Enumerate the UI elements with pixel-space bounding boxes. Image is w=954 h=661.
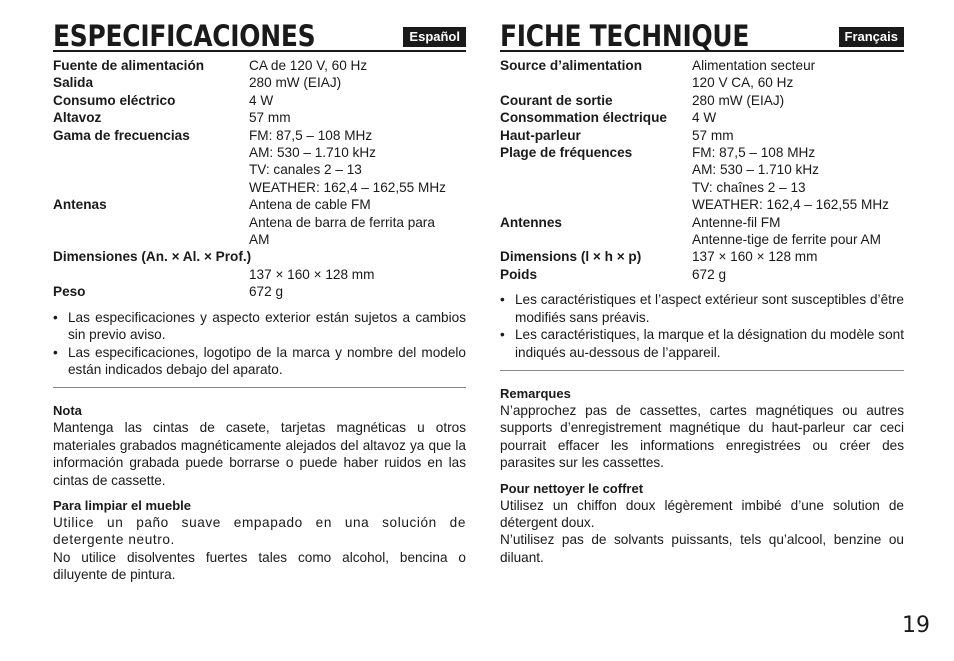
spanish-note-text: Mantenga las cintas de casete, tarjetas magnéticas u otros materiales grabados magnéticamente alejados del altavoz ya que la información grabada puede borrarse o puede haber ruidos en las cintas de cassette. xyxy=(53,420,466,488)
spanish-cleaning-text-2: No utilice disolventes fuertes tales como alcohol, bencina o diluyente de pintura. xyxy=(53,549,466,583)
spec-value: AM xyxy=(249,232,270,248)
spec-value: 280 mW (EIAJ) xyxy=(249,75,342,91)
french-specs xyxy=(500,57,904,283)
spec-label: Dimensiones (An. × Al. × Prof.) xyxy=(53,249,252,265)
spec-value: FM: 87,5 – 108 MHz xyxy=(692,145,816,161)
spec-row xyxy=(500,266,904,283)
spec-row xyxy=(53,127,466,197)
page-number: 19 xyxy=(902,613,930,638)
french-header xyxy=(500,16,904,52)
spanish-title: ESPECIFICACIONES xyxy=(53,19,316,53)
list-item: • Les caractéristiques et l’aspect extérieur sont susceptibles d’être modifiés sans préavis. xyxy=(500,291,904,326)
spec-label: Poids xyxy=(500,266,538,282)
spec-value: CA de 120 V, 60 Hz xyxy=(249,58,368,73)
spec-value: 672 g xyxy=(692,266,727,282)
spec-label: Antennes xyxy=(500,214,562,230)
spec-value: 137 × 160 × 128 mm xyxy=(249,266,375,282)
french-cleaning-text-1: Utilisez un chiffon doux légèrement imbibé d’une solution de détergent doux. xyxy=(500,497,904,530)
spanish-cleaning-title: Para limpiar el mueble xyxy=(53,497,192,513)
french-remarks-text: N’approchez pas de cassettes, cartes magnétiques ou autres supports d’enregistrement magnétique du haut-parleur car ceci pourrait effacer les informations enregistrées ou créer des parasites sur les cassettes. xyxy=(500,402,904,471)
divider xyxy=(53,387,466,388)
spec-value: Antenne-tige de ferrite pour AM xyxy=(692,232,881,248)
spec-row xyxy=(500,127,904,144)
spec-row xyxy=(53,109,466,126)
french-notes xyxy=(500,291,904,361)
spec-value: AM: 530 – 1.710 kHz xyxy=(692,162,819,178)
spec-row xyxy=(53,266,466,283)
spec-label: Dimensions (l × h × p) xyxy=(500,249,642,265)
spec-row xyxy=(53,74,466,91)
spec-row xyxy=(500,109,904,126)
spanish-specs xyxy=(53,57,466,301)
spec-value: TV: canales 2 – 13 xyxy=(249,162,362,178)
spec-value: 672 g xyxy=(249,284,284,300)
spec-value: TV: chaînes 2 – 13 xyxy=(692,179,806,195)
french-column xyxy=(500,16,904,566)
spec-value: Antena de barra de ferrita para xyxy=(249,214,435,230)
french-title: FICHE TECHNIQUE xyxy=(500,19,750,53)
spec-row xyxy=(53,57,466,74)
spec-value: FM: 87,5 – 108 MHz xyxy=(249,127,373,143)
spec-value: Alimentation secteur xyxy=(692,58,816,73)
spec-label: Consommation électrique xyxy=(500,110,667,126)
spanish-column xyxy=(53,16,466,584)
spec-label: Fuente de alimentación xyxy=(53,58,205,73)
spanish-note-title: Nota xyxy=(53,403,82,419)
spec-row xyxy=(500,144,904,214)
spec-row xyxy=(53,92,466,109)
spec-value: 4 W xyxy=(692,110,717,126)
spec-value: WEATHER: 162,4 – 162,55 MHz xyxy=(692,197,889,213)
spec-value: 57 mm xyxy=(249,110,291,126)
spec-value: 120 V CA, 60 Hz xyxy=(692,75,794,91)
spanish-language-badge: Español xyxy=(403,27,466,47)
spec-row xyxy=(500,248,904,265)
spec-label: Salida xyxy=(53,75,94,91)
spec-value: WEATHER: 162,4 – 162,55 MHz xyxy=(249,179,446,195)
spec-row-dimensions xyxy=(53,248,466,265)
spec-value: 280 mW (EIAJ) xyxy=(692,92,785,108)
french-cleaning-title: Pour nettoyer le coffret xyxy=(500,480,644,496)
spec-label: Source d’alimentation xyxy=(500,58,643,73)
french-language-badge: Français xyxy=(839,27,904,47)
spec-value: Antenne-fil FM xyxy=(692,214,781,230)
spec-value: 4 W xyxy=(249,92,274,108)
spec-value: AM: 530 – 1.710 kHz xyxy=(249,145,376,161)
spec-value: 137 × 160 × 128 mm xyxy=(692,249,818,265)
list-item: • Las especificaciones, logotipo de la marca y nombre del modelo están indicados debajo del aparato. xyxy=(53,344,466,379)
spec-value: Antena de cable FM xyxy=(249,197,371,213)
spec-label: Courant de sortie xyxy=(500,92,613,108)
spec-label: Haut-parleur xyxy=(500,127,581,143)
spec-row xyxy=(53,196,466,248)
spec-label: Altavoz xyxy=(53,110,102,126)
list-item: • Les caractéristiques, la marque et la désignation du modèle sont indiqués au-dessous de l’appareil. xyxy=(500,326,904,361)
spec-label: Plage de fréquences xyxy=(500,145,633,161)
spec-value: 57 mm xyxy=(692,127,734,143)
spec-label: Peso xyxy=(53,284,86,300)
spec-label: Gama de frecuencias xyxy=(53,127,190,143)
spanish-cleaning-text-1: Utilice un paño suave empapado en una solución de detergente neutro. xyxy=(53,514,466,548)
spec-row xyxy=(500,214,904,249)
spec-label: Antenas xyxy=(53,197,107,213)
french-cleaning-text-2: N’utilisez pas de solvants puissants, tels qu’alcool, benzine ou diluant. xyxy=(500,532,904,565)
french-remarks-title: Remarques xyxy=(500,385,571,401)
spec-row xyxy=(500,92,904,109)
divider xyxy=(500,370,904,371)
spec-row xyxy=(500,57,904,92)
spanish-header xyxy=(53,16,466,52)
spec-row xyxy=(53,283,466,300)
spec-label: Consumo eléctrico xyxy=(53,92,176,108)
list-item: • Las especificaciones y aspecto exterior están sujetos a cambios sin previo aviso. xyxy=(53,309,466,344)
spanish-notes xyxy=(53,309,466,379)
